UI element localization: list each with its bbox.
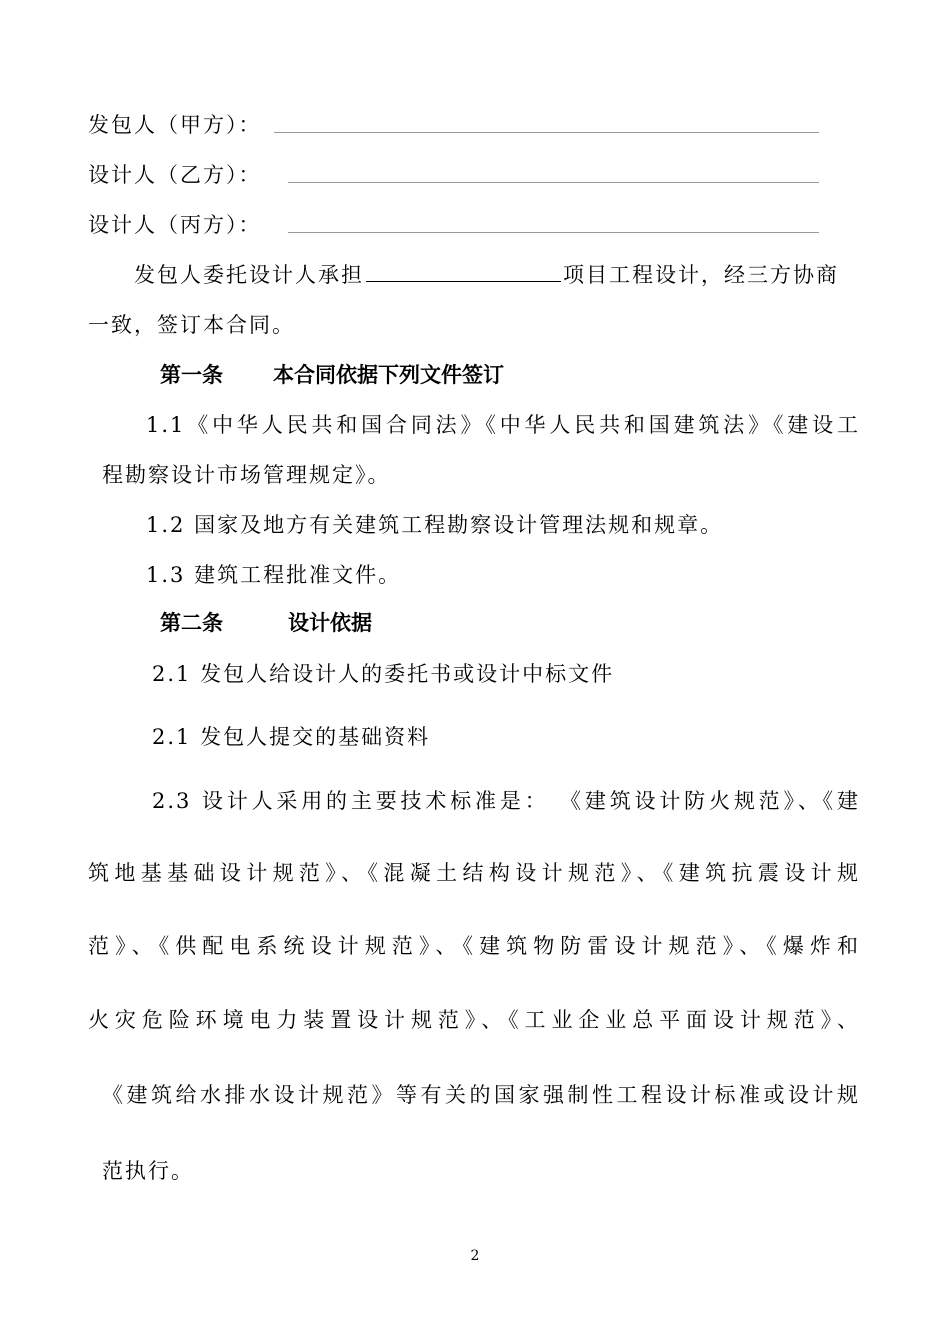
article-2-item-3-line-4: 火灾危险环境电力装置设计规范》、《工业企业总平面设计规范》、 [88, 1008, 860, 1032]
article-2-number: 第二条 [160, 611, 223, 635]
article-2-item-1: 2.1 发包人给设计人的委托书或设计中标文件 [152, 662, 615, 686]
party-b-blank[interactable] [288, 182, 819, 183]
article-2-item-3-line-6: 范执行。 [102, 1159, 194, 1183]
article-2-item-2: 2.1 发包人提交的基础资料 [152, 725, 431, 749]
intro-line-1 [134, 259, 839, 289]
article-1-number: 第一条 [160, 363, 223, 387]
article-1-title: 本合同依据下列文件签订 [273, 363, 504, 387]
party-a-label: 发包人（甲方）： [88, 113, 262, 137]
article-2-item-3-line-5: 《建筑给水排水设计规范》等有关的国家强制性工程设计标准或设计规 [102, 1083, 860, 1107]
project-name-blank[interactable] [366, 259, 561, 282]
article-2-title: 设计依据 [288, 611, 372, 635]
article-2-item-3-line-2: 筑地基基础设计规范》、《混凝土结构设计规范》、《建筑抗震设计规 [88, 861, 860, 885]
party-c-blank[interactable] [288, 232, 819, 233]
article-2-item-3-line-1: 2.3 设计人采用的主要技术标准是： 《建筑设计防火规范》、《建 [152, 789, 860, 813]
page-number: 2 [470, 1248, 480, 1264]
party-b-label: 设计人（乙方）： [88, 163, 262, 187]
intro-line-2: 一致，签订本合同。 [88, 313, 295, 337]
article-2-item-3-line-3: 范》、《供配电系统设计规范》、《建筑物防雷设计规范》、《爆炸和 [88, 934, 860, 958]
party-a-blank[interactable] [274, 132, 819, 133]
article-1-item-1-line-1: 1.1《中华人民共和国合同法》《中华人民共和国建筑法》《建设工 [146, 413, 860, 437]
party-c-label: 设计人（丙方）： [88, 213, 262, 237]
article-1-item-3: 1.3 建筑工程批准文件。 [146, 563, 402, 587]
intro-text-after: 项目工程设计，经三方协商 [563, 263, 839, 287]
article-1-item-1-line-2: 程勘察设计市场管理规定》。 [102, 463, 391, 487]
intro-text-before: 发包人委托设计人承担 [134, 263, 364, 287]
article-1-item-2: 1.2 国家及地方有关建筑工程勘察设计管理法规和规章。 [146, 513, 724, 537]
